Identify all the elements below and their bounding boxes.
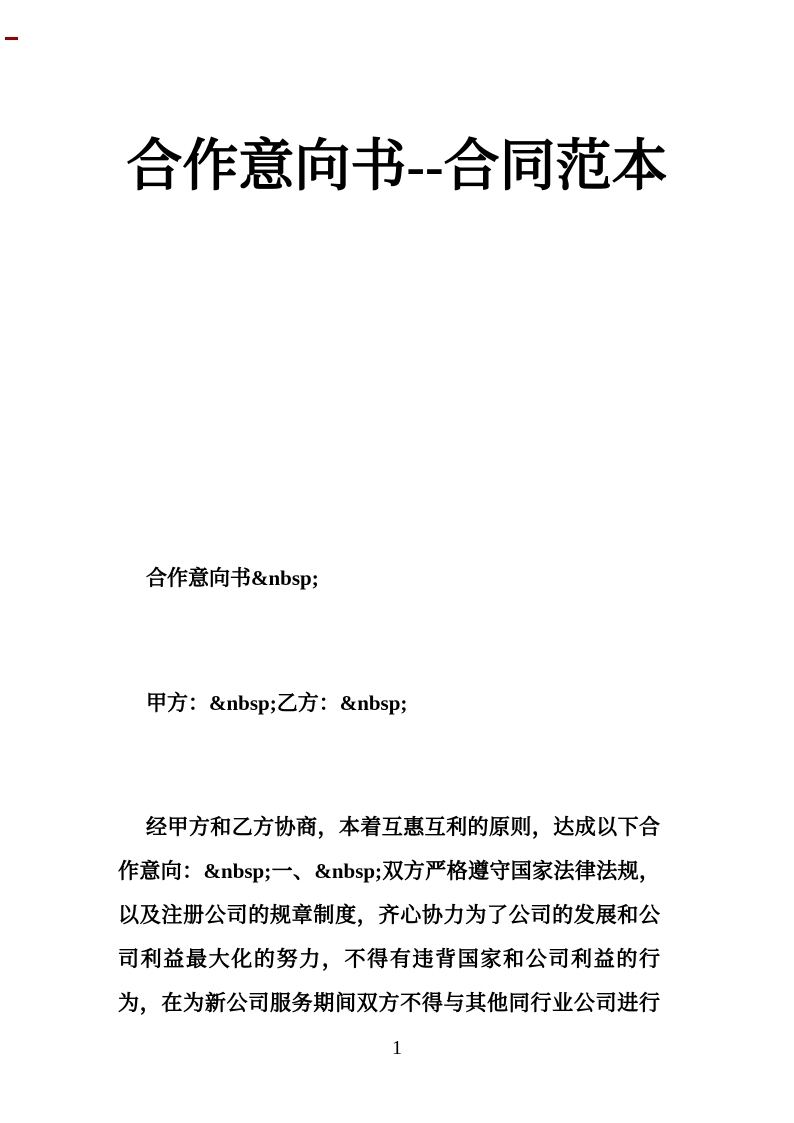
- paragraph-line: 司利益最大化的努力，不得有违背国家和公司利益的行: [118, 947, 660, 971]
- revision-mark: [5, 37, 18, 40]
- paragraph-line: 为，在为新公司服务期间双方不得与其他同行业公司进行: [118, 991, 660, 1015]
- section-heading: 合作意向书&nbsp;: [146, 566, 319, 590]
- paragraph-line: 经甲方和乙方协商，本着互惠互利的原则，达成以下合: [146, 815, 660, 839]
- body-paragraph: [118, 805, 660, 1025]
- document-title: 合作意向书--合同范本: [126, 136, 668, 198]
- paragraph-line: 以及注册公司的规章制度，齐心协力为了公司的发展和公: [118, 903, 660, 927]
- page-number: 1: [392, 1037, 402, 1059]
- parties-line: 甲方：&nbsp;乙方：&nbsp;: [146, 691, 408, 715]
- paragraph-line: 作意向：&nbsp;一、&nbsp;双方严格遵守国家法律法规，: [118, 859, 660, 883]
